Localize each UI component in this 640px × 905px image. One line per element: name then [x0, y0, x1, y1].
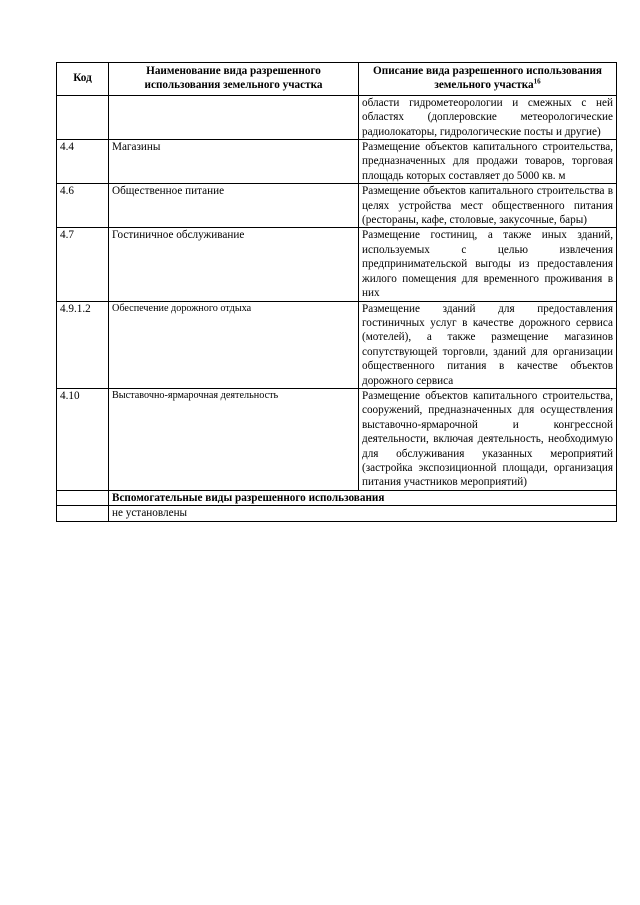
table-row — [57, 301, 617, 388]
row-description: области гидрометеорологии и смежных с ней областях (доплеровские метеорологические радиолокаторы, гидрологические посты и другие) — [359, 95, 617, 139]
row-code: 4.6 — [57, 184, 109, 228]
table-row — [57, 388, 617, 490]
land-use-table — [56, 62, 617, 522]
table-header-row — [57, 63, 617, 96]
row-name: Выставочно-ярмарочная деятельность — [109, 388, 359, 490]
footnote-marker: 16 — [533, 77, 541, 86]
section-value-row — [57, 506, 617, 521]
header-description — [359, 63, 617, 96]
row-code: 4.4 — [57, 140, 109, 184]
table-row — [57, 184, 617, 228]
table-row — [57, 228, 617, 301]
row-name: Гостиничное обслуживание — [109, 228, 359, 301]
row-description: Размещение объектов капитального строительства, предназначенных для продажи товаров, торговая площадь которых составляет до 5000 кв. м — [359, 140, 617, 184]
row-name: Обеспечение дорожного отдыха — [109, 301, 359, 388]
row-code: 4.7 — [57, 228, 109, 301]
row-description: Размещение объектов капитального строительства в целях устройства мест общественного питания (рестораны, кафе, столовые, закусочные, бары) — [359, 184, 617, 228]
header-description-text: Описание вида разрешенного использования земельного участка — [373, 65, 602, 92]
row-name — [109, 95, 359, 139]
header-code: Код — [57, 63, 109, 96]
section-value-code — [57, 506, 109, 521]
row-description: Размещение зданий для предоставления гостиничных услуг в качестве дорожного сервиса (мотелей), а также размещение магазинов сопутствующей торговли, зданий для организации общественного питания в качестве объектов дорожного сервиса — [359, 301, 617, 388]
row-description: Размещение гостиниц, а также иных зданий, используемых с целью извлечения предпринимательской выгоды из предоставления жилого помещения для временного проживания в них — [359, 228, 617, 301]
row-name: Магазины — [109, 140, 359, 184]
section-heading-row — [57, 490, 617, 505]
row-code — [57, 95, 109, 139]
row-code: 4.9.1.2 — [57, 301, 109, 388]
row-name: Общественное питание — [109, 184, 359, 228]
section-heading-code — [57, 490, 109, 505]
row-code: 4.10 — [57, 388, 109, 490]
table-row — [57, 95, 617, 139]
section-heading: Вспомогательные виды разрешенного использования — [109, 490, 617, 505]
header-name: Наименование вида разрешенного использования земельного участка — [109, 63, 359, 96]
section-value: не установлены — [109, 506, 617, 521]
row-description: Размещение объектов капитального строительства, сооружений, предназначенных для осуществления выставочно-ярмарочной и конгрессной деятельности, включая деятельность, необходимую для обслуживания указанных мероприятий (застройка экспозиционной площади, организация питания участников мероприятий) — [359, 388, 617, 490]
table-row — [57, 140, 617, 184]
